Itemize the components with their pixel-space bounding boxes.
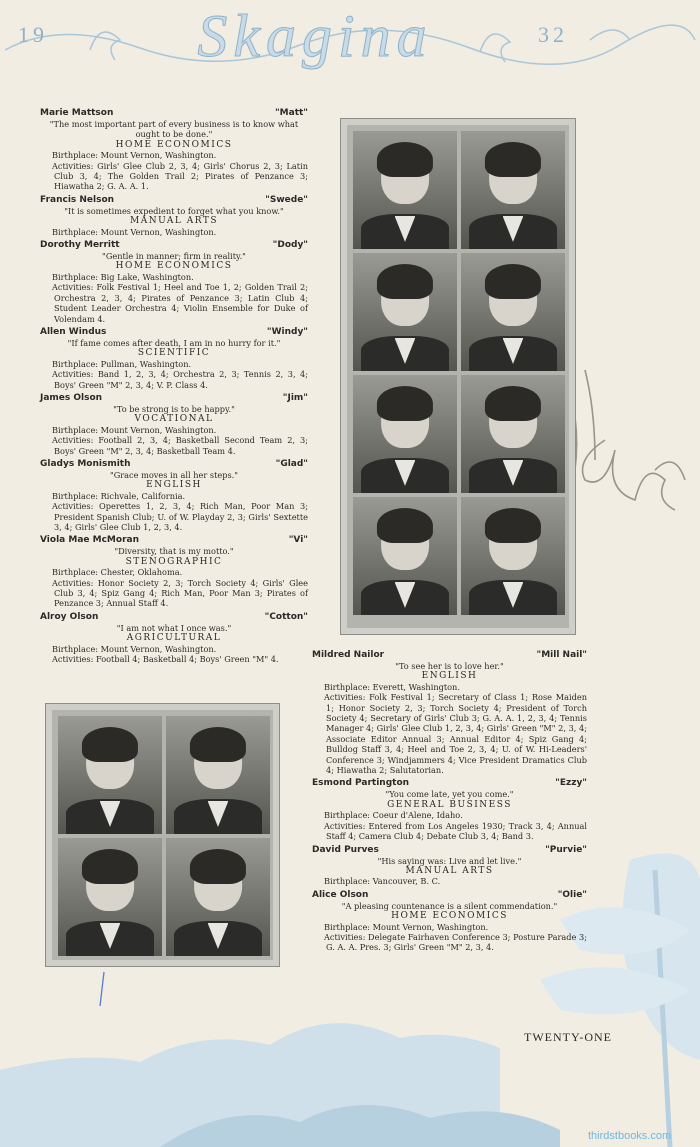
student-quote: "A pleasing countenance is a silent commendation." xyxy=(341,900,558,911)
student-nickname: "Cotton" xyxy=(264,611,308,622)
name-row xyxy=(312,845,587,856)
student-birthplace: Birthplace: Coeur d'Alene, Idaho. xyxy=(324,810,463,821)
student-nickname: "Glad" xyxy=(275,458,308,469)
student-nickname: "Matt" xyxy=(274,108,308,118)
student-name: Gladys Monismith xyxy=(40,458,131,469)
student-course: HOME ECONOMICS xyxy=(115,139,233,150)
student-activities: Activities: Operettes 1, 2, 3, 4; Rich Man, Poor Man 3; President Spanish Club; U. of W. Playday 2, 3; Girls' Sextette 3, 4; Girls' Glee Club 1, 2, 3, 4. xyxy=(52,501,308,532)
student-quote: "To be strong is to be happy." xyxy=(113,403,235,414)
student-entry xyxy=(312,778,587,841)
student-nickname: "Dody" xyxy=(272,240,308,251)
student-birthplace: Birthplace: Mount Vernon, Washington. xyxy=(324,921,489,932)
pen-mark xyxy=(92,970,112,1010)
name-row xyxy=(40,459,308,470)
name-row xyxy=(40,393,308,404)
student-portrait xyxy=(58,716,162,834)
student-quote: "Diversity, that is my motto." xyxy=(114,546,234,557)
student-nickname: "Jim" xyxy=(282,392,308,403)
student-portrait xyxy=(461,253,565,371)
student-nickname: "Swede" xyxy=(265,194,308,205)
student-course: HOME ECONOMICS xyxy=(391,911,508,922)
student-course: ENGLISH xyxy=(146,480,202,491)
student-portrait xyxy=(353,375,457,493)
student-portrait xyxy=(58,838,162,956)
student-entry xyxy=(40,612,308,665)
student-portrait xyxy=(353,497,457,615)
student-entry xyxy=(312,890,587,953)
student-course: SCIENTIFIC xyxy=(137,348,211,359)
student-name: Alroy Olson xyxy=(40,611,99,622)
student-quote: "I am not what I once was." xyxy=(116,622,232,633)
student-birthplace: Birthplace: Mount Vernon, Washington. xyxy=(52,424,217,435)
student-birthplace: Birthplace: Richvale, California. xyxy=(52,490,186,501)
student-quote: "Gentle in manner; firm in reality." xyxy=(102,251,246,262)
student-name: Dorothy Merritt xyxy=(40,240,120,251)
student-activities: Activities: Football 4; Basketball 4; Boys' Green "M" 4. xyxy=(52,654,279,665)
student-birthplace: Birthplace: Mount Vernon, Washington. xyxy=(52,226,217,237)
student-entry xyxy=(40,327,308,390)
student-name: James Olson xyxy=(40,392,103,403)
student-portrait xyxy=(461,131,565,249)
student-course: AGRICULTURAL xyxy=(126,633,222,644)
student-portrait xyxy=(166,838,270,956)
student-quote: "You come late, yet you come." xyxy=(385,789,514,800)
yearbook-title: Skagina xyxy=(197,3,433,69)
student-course: GENERAL BUSINESS xyxy=(387,799,512,810)
photo-panel-top xyxy=(340,118,576,635)
student-quote: "Grace moves in all her steps." xyxy=(109,469,239,480)
student-quote: "It is sometimes expedient to forget what you know." xyxy=(64,205,284,216)
student-activities: Activities: Football 2, 3, 4; Basketball Second Team 2, 3; Boys' Green "M" 2, 3, 4; Basketball Team 4. xyxy=(52,435,308,456)
student-portrait xyxy=(353,131,457,249)
student-list-left xyxy=(40,108,308,667)
photo-panel-bottom xyxy=(45,703,280,967)
student-name: Mildred Nailor xyxy=(312,650,385,660)
student-name: Esmond Partington xyxy=(312,778,410,789)
student-birthplace: Birthplace: Everett, Washington. xyxy=(324,681,460,692)
student-entry xyxy=(40,108,308,192)
student-course: VOCATIONAL xyxy=(134,414,214,425)
student-quote: "The most important part of every business is to know what ought to be done." xyxy=(49,119,299,140)
name-row xyxy=(40,535,308,546)
student-name: Viola Mae McMoran xyxy=(40,535,139,546)
student-course: MANUAL ARTS xyxy=(129,216,219,227)
student-portrait xyxy=(461,497,565,615)
student-activities: Activities: Folk Festival 1; Heel and Toe 1, 2; Golden Trail 2; Orchestra 2, 3, 4; Pirates of Penzance 3; Latin Club 4; Student Leader Orchestra 4; Violin Ensemble for Duke of Volendam 4. xyxy=(52,282,308,324)
student-course: HOME ECONOMICS xyxy=(115,261,233,272)
student-activities: Activities: Folk Festival 1; Secretary of Class 1; Rose Maiden 1; Honor Society 2, 3; Torch Society 4; President of Torch Society 4; Secretary of Girls' Club 3; G. A. A. 1, 2, 3, 4; Tennis Manager 4; Girls' Glee Club 1, 2, 3, 4; Girls' Green "M" 2, 3, 4; Associate Editor Annual 3; Annual Editor 4; Spiz Gang 4; Bulldog Staff 3, 4; Heel and Toe 2, 3, 4; U. of W. Hi-Leaders' Conference 3; Windjammers 4; Vice President Dramatics Club 4; Hiawatha 2; Salutatorian. xyxy=(324,692,587,776)
student-birthplace: Birthplace: Chester, Oklahoma. xyxy=(52,567,183,578)
student-entry xyxy=(312,650,587,775)
student-quote: "If fame comes after death, I am in no hurry for it." xyxy=(67,337,281,348)
student-name: David Purves xyxy=(312,844,379,855)
student-nickname: "Purvie" xyxy=(545,844,587,855)
student-birthplace: Birthplace: Mount Vernon, Washington. xyxy=(52,643,217,654)
student-quote: "His saying was: Live and let live." xyxy=(377,855,522,866)
student-portrait xyxy=(166,716,270,834)
student-entry xyxy=(40,195,308,237)
source-credit: thirdstbooks.com xyxy=(588,1130,672,1142)
name-row xyxy=(40,240,308,251)
student-birthplace: Birthplace: Mount Vernon, Washington. xyxy=(52,150,217,161)
name-row xyxy=(312,650,587,661)
student-nickname: "Mill Nail" xyxy=(536,650,587,660)
student-quote: "To see her is to love her." xyxy=(395,661,504,671)
student-name: Marie Mattson xyxy=(40,108,114,118)
student-nickname: "Olie" xyxy=(557,889,587,900)
student-list-right xyxy=(312,650,587,956)
student-activities: Activities: Delegate Fairhaven Conference 3; Posture Parade 3; G. A. A. Pres. 3; Girls' Green "M" 2, 3, 4. xyxy=(324,931,587,953)
student-birthplace: Birthplace: Pullman, Washington. xyxy=(52,358,192,369)
year-right: 32 xyxy=(538,22,568,47)
student-entry xyxy=(40,459,308,532)
student-portrait xyxy=(353,253,457,371)
student-course: MANUAL ARTS xyxy=(405,865,494,876)
name-row xyxy=(312,778,587,789)
name-row xyxy=(40,195,308,206)
student-name: Allen Windus xyxy=(40,326,107,337)
year-left: 19 xyxy=(18,22,48,47)
yearbook-banner xyxy=(0,0,700,80)
student-nickname: "Windy" xyxy=(266,326,308,337)
student-activities: Activities: Girls' Glee Club 2, 3, 4; Girls' Chorus 2, 3; Latin Club 3, 4; The Golden Trail 2; Pirates of Penzance 3; Hiawatha 2; G. A. A. 1. xyxy=(52,160,308,192)
student-entry xyxy=(40,240,308,324)
student-nickname: "Vi" xyxy=(288,535,308,546)
student-portrait xyxy=(461,375,565,493)
name-row xyxy=(40,612,308,623)
page-number: TWENTY-ONE xyxy=(524,1030,612,1044)
student-name: Alice Olson xyxy=(312,889,369,900)
student-entry xyxy=(312,845,587,887)
student-course: STENOGRAPHIC xyxy=(125,556,223,567)
student-entry xyxy=(40,393,308,456)
handwritten-signature xyxy=(555,360,700,540)
student-activities: Activities: Entered from Los Angeles 1930; Track 3, 4; Annual Staff 4; Camera Club 4; Debate Club 3, 4; Band 3. xyxy=(324,820,587,842)
student-birthplace: Birthplace: Big Lake, Washington. xyxy=(52,271,194,282)
student-entry xyxy=(40,535,308,608)
name-row xyxy=(40,108,308,119)
student-name: Francis Nelson xyxy=(40,194,115,205)
student-activities: Activities: Band 1, 2, 3, 4; Orchestra 2, 3; Tennis 2, 3, 4; Boys' Green "M" 2, 3, 4; V. P. Class 4. xyxy=(52,369,308,390)
name-row xyxy=(40,327,308,338)
student-activities: Activities: Honor Society 2, 3; Torch Society 4; Girls' Glee Club 3, 4; Spiz Gang 4; Rich Man, Poor Man 3; Pirates of Penzance 3; Annual Staff 4. xyxy=(52,577,308,609)
student-course: ENGLISH xyxy=(421,671,478,682)
name-row xyxy=(312,890,587,901)
student-birthplace: Birthplace: Vancouver, B. C. xyxy=(324,876,441,887)
student-nickname: "Ezzy" xyxy=(555,778,587,789)
